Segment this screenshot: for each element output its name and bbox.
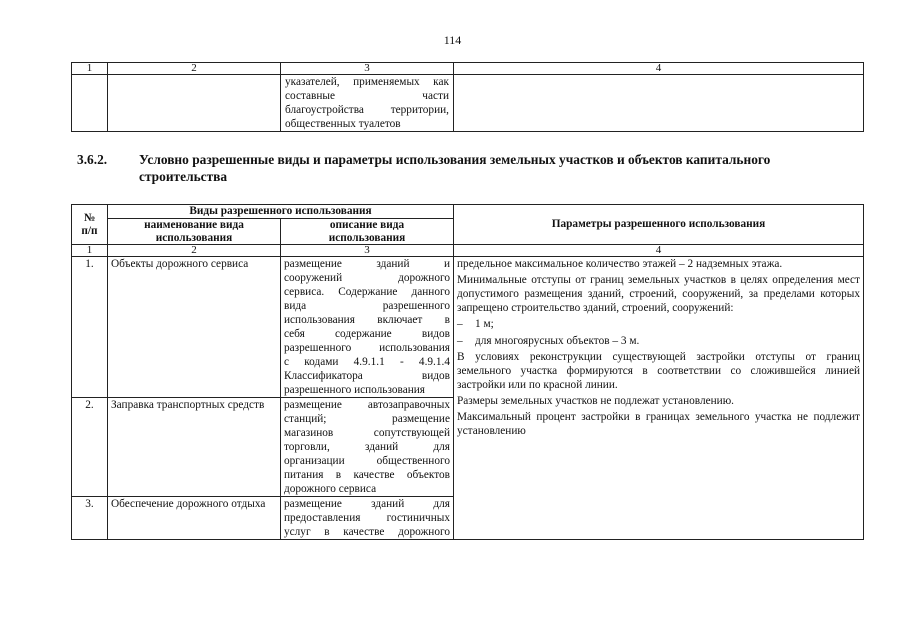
- page-number: 114: [443, 33, 462, 47]
- text-line: разрешенного использования: [284, 384, 425, 396]
- bullet-text: 1 м;: [475, 318, 494, 330]
- text-line: предоставления гостиничных: [284, 512, 450, 524]
- bullet-text: для многоярусных объектов – 3 м.: [475, 335, 640, 347]
- dash-bullet: –: [457, 335, 463, 347]
- col-number: 2: [108, 63, 281, 75]
- text-line: общественных туалетов: [285, 118, 401, 130]
- header-params: Параметры разрешенного использования: [454, 205, 864, 245]
- header-description: описание вида использования: [281, 219, 454, 245]
- cell-num: [72, 75, 108, 132]
- header-types-group: Виды разрешенного использования: [108, 205, 454, 219]
- text-line: размещение зданий и: [284, 258, 450, 270]
- table-row: [72, 257, 864, 398]
- col-number: 3: [281, 245, 454, 257]
- table-row: [72, 75, 864, 132]
- col-number: 3: [281, 63, 454, 75]
- text-line: с кодами 4.9.1.1 - 4.9.1.4: [284, 356, 450, 368]
- parameters-table: [71, 204, 864, 540]
- param-paragraph: Максимальный процент застройки в границах земельного участка не подлежит установлению: [457, 411, 860, 437]
- text-line: сооружений дорожного: [284, 272, 450, 284]
- col-number: 4: [454, 245, 864, 257]
- row-num: 1.: [72, 257, 108, 398]
- row-description: [281, 257, 454, 398]
- text-line: сервиса. Содержание данного: [284, 286, 450, 298]
- cell-params: [454, 75, 864, 132]
- section-number: 3.6.2.: [77, 152, 108, 167]
- param-paragraph: Размеры земельных участков не подлежат установлению.: [457, 395, 734, 407]
- text-line: торговли, зданий для: [284, 441, 450, 453]
- text-line: питания в качестве объектов: [284, 469, 450, 481]
- header-name: наименование вида использования: [108, 219, 281, 245]
- continuation-table: [71, 62, 864, 132]
- text-line: дорожного сервиса: [284, 483, 377, 495]
- text-line: организации общественного: [284, 455, 450, 467]
- text-line: разрешенного использования: [284, 342, 450, 354]
- param-bullet: [457, 334, 860, 348]
- row-name: Обеспечение дорожного отдыха: [108, 497, 281, 540]
- section-title: Условно разрешенные виды и параметры использования земельных участков и объектов капитального строительства: [139, 152, 771, 184]
- text-line: указателей, применяемых как: [285, 76, 449, 88]
- col-number: 1: [72, 63, 108, 75]
- row-num: 2.: [72, 398, 108, 497]
- text-line: магазинов сопутствующей: [284, 427, 450, 439]
- row-description: [281, 398, 454, 497]
- cell-description: [281, 75, 454, 132]
- param-bullet: [457, 317, 860, 331]
- param-paragraph: В условиях реконструкции существующей застройки отступы от границ земельного участка формируются в соответствии со сложившейся линией застройки или по красной линии.: [457, 351, 860, 391]
- row-params: [454, 257, 864, 540]
- text-line: использования включает в: [284, 314, 450, 326]
- row-num: 3.: [72, 497, 108, 540]
- param-paragraph: Минимальные отступы от границ земельных участков в целях определения мест допустимого размещения зданий, строений, сооружений, за пределами которых запрещено строительство зданий, строений, сооружений:: [457, 274, 860, 314]
- text-line: составные части: [285, 90, 449, 102]
- column-number-row: [72, 63, 864, 75]
- text-line: размещение зданий для: [284, 498, 450, 510]
- col-number: 4: [454, 63, 864, 75]
- text-line: услуг в качестве дорожного: [284, 526, 450, 538]
- col-number: 1: [72, 245, 108, 257]
- text-line: благоустройства территории,: [285, 104, 449, 116]
- col-number: 2: [108, 245, 281, 257]
- dash-bullet: –: [457, 318, 463, 330]
- row-description: [281, 497, 454, 540]
- text-line: вида разрешенного: [284, 300, 450, 312]
- column-number-row: [72, 245, 864, 257]
- text-line: Классификатора видов: [284, 370, 450, 382]
- param-paragraph: предельное максимальное количество этажей – 2 надземных этажа.: [457, 258, 783, 270]
- row-name: Объекты дорожного сервиса: [108, 257, 281, 398]
- header-num: № п/п: [72, 205, 108, 245]
- section-heading: [77, 151, 857, 185]
- text-line: себя содержание видов: [284, 328, 450, 340]
- text-line: станций; размещение: [284, 413, 450, 425]
- text-line: размещение автозаправочных: [284, 399, 450, 411]
- cell-name: [108, 75, 281, 132]
- row-name: Заправка транспортных средств: [108, 398, 281, 497]
- header-row: [72, 205, 864, 219]
